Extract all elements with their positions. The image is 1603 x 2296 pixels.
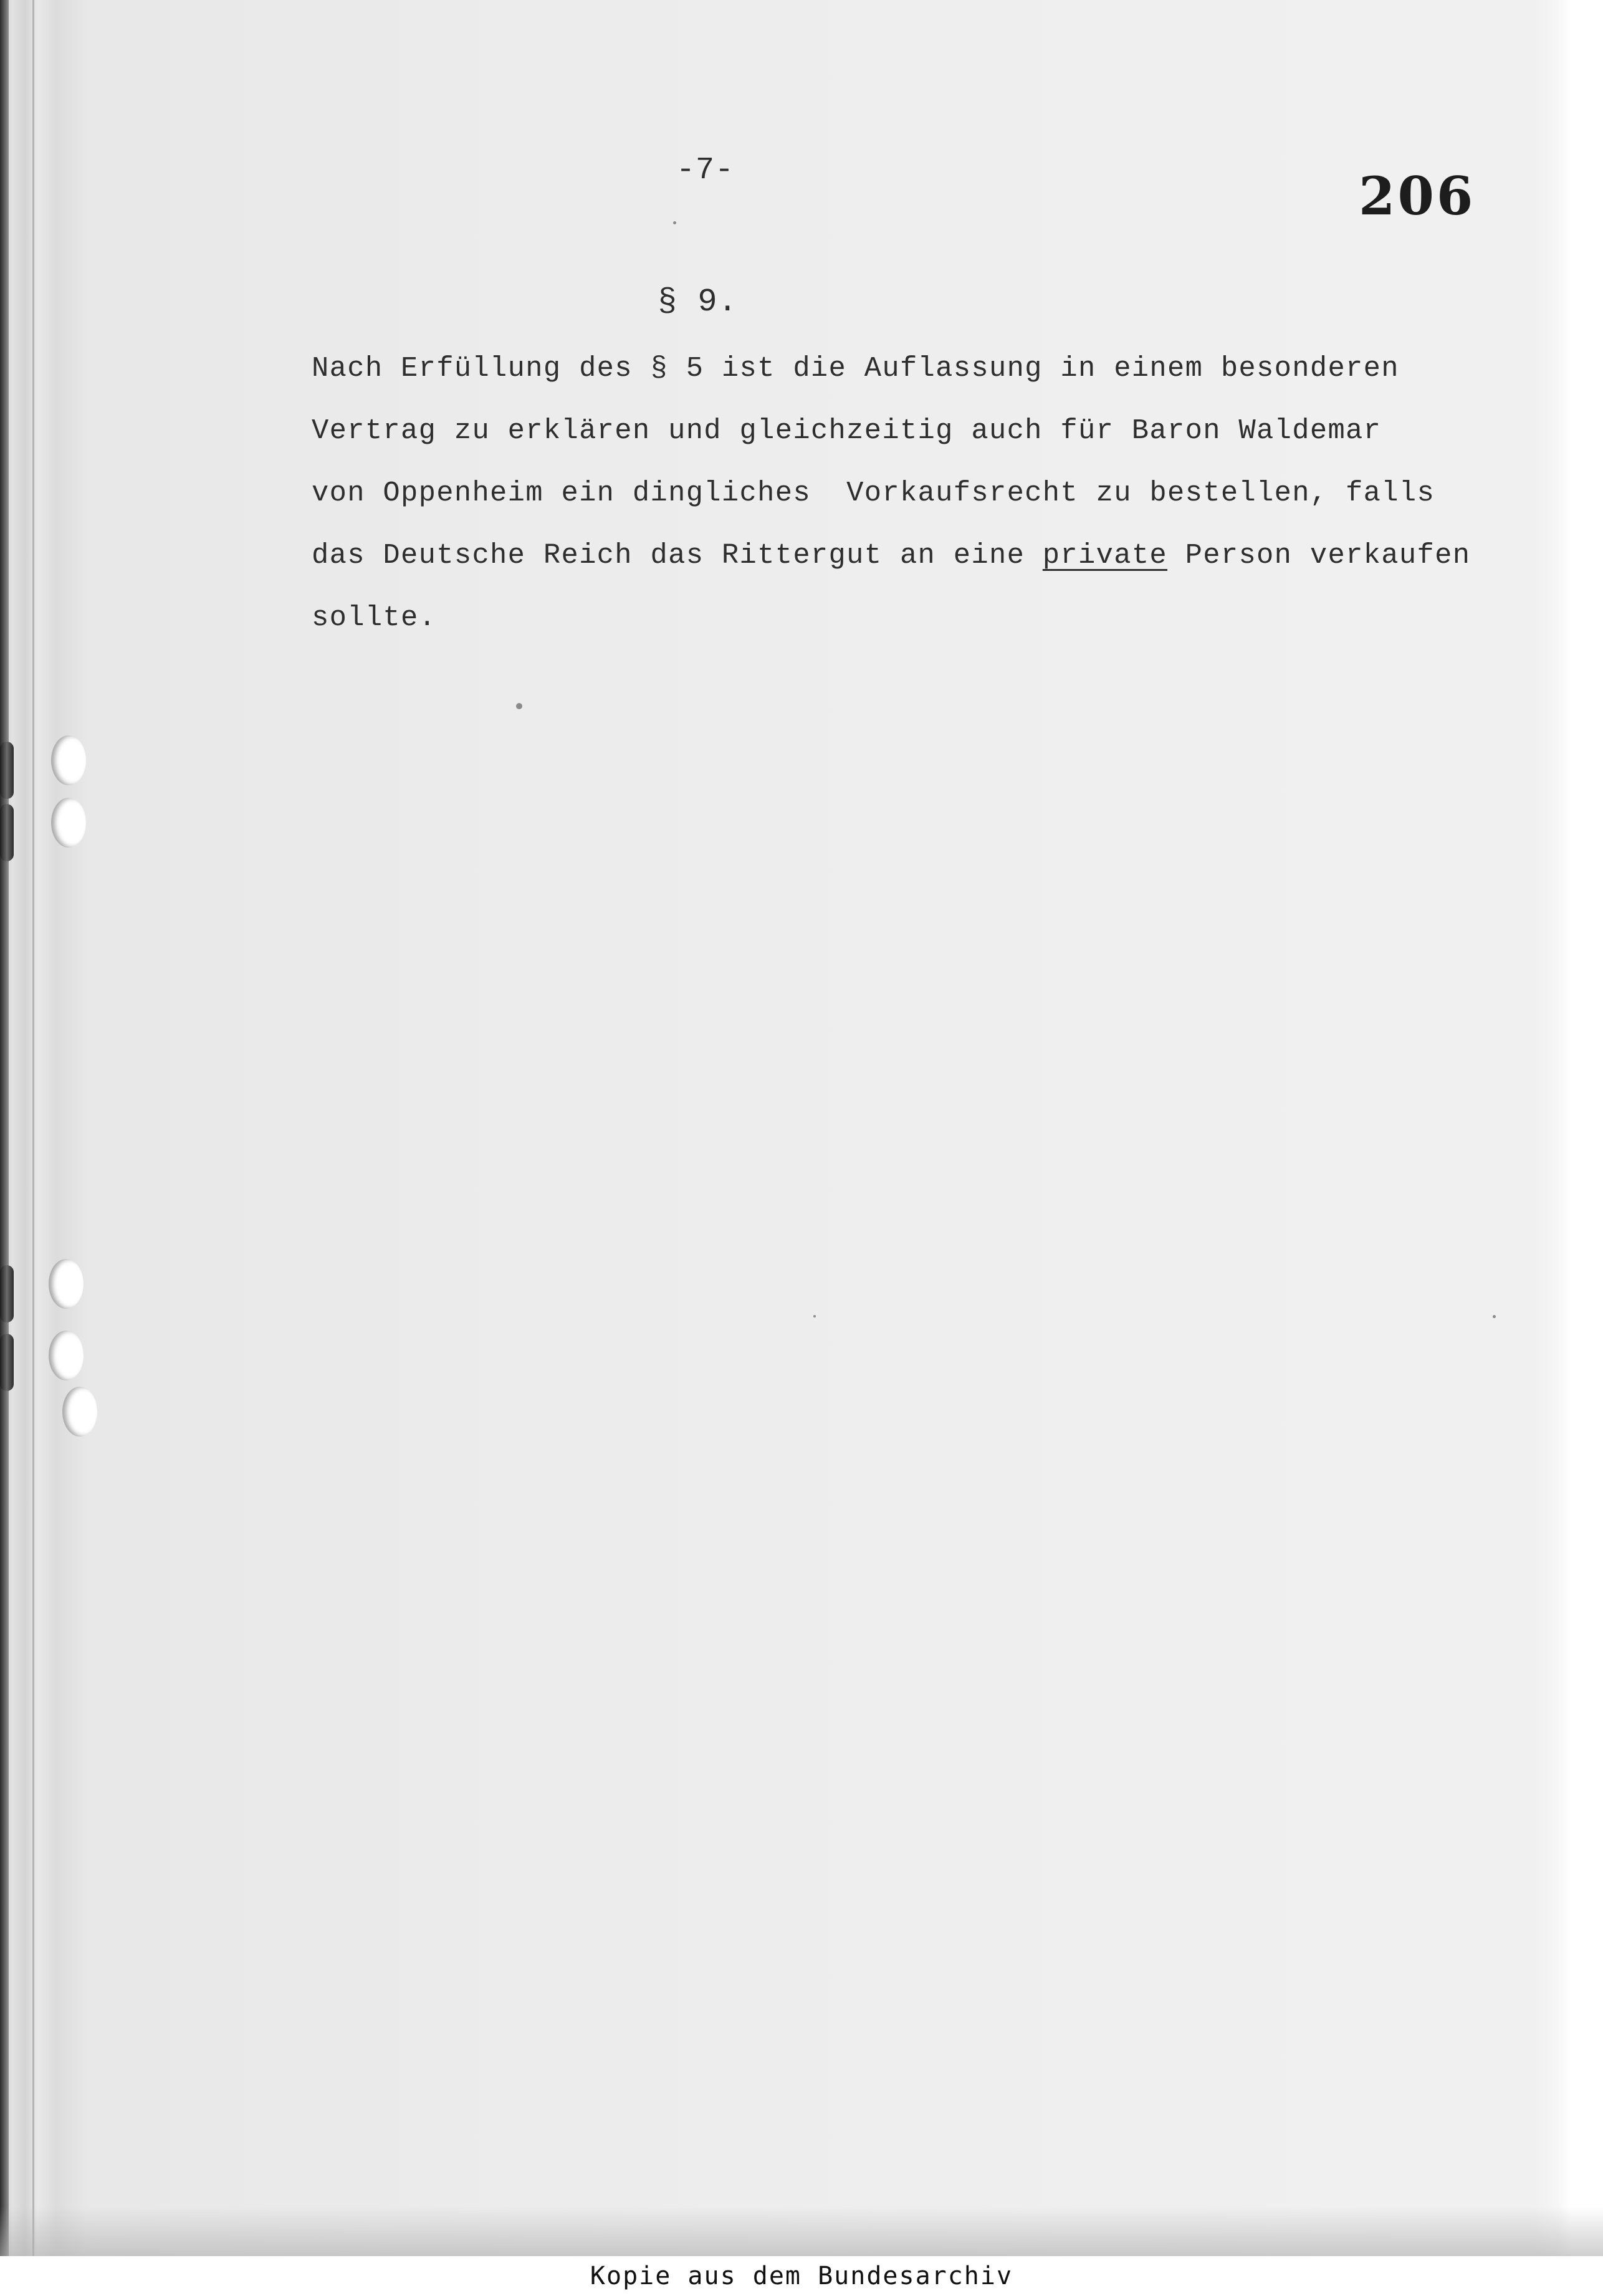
paragraph-line [312,352,1399,385]
punch-hole [49,1331,84,1380]
paragraph-line [312,477,1435,509]
paper-speck [516,703,522,709]
line-text: Person verkaufen [1167,539,1471,572]
line-text: Nach Erfüllung des § 5 ist die Auflassung in einem besonderen [312,352,1399,385]
underlined-word: private [1042,539,1168,572]
line-text: von Oppenheim ein dingliches Vorkaufsrecht zu bestellen, falls [312,477,1435,509]
punch-hole [49,1259,84,1309]
paper-speck [813,1315,816,1318]
page-edge-line [32,0,34,2256]
page-number: -7- [676,153,735,188]
paragraph-line [312,539,1470,572]
paragraph-line [312,414,1381,447]
punch-hole [51,735,86,785]
binder-ring [0,1334,14,1391]
paragraph-line [312,601,436,634]
line-text: sollte. [312,601,437,634]
punch-hole [51,798,86,848]
archive-notice: Kopie aus dem Bundesarchiv [0,2256,1603,2296]
line-text: Vertrag zu erklären und gleichzeitig auch für Baron Waldemar [312,414,1382,447]
page-bottom-edge [0,2206,1603,2256]
punch-hole [62,1387,97,1437]
binder-ring [0,804,14,861]
section-heading: § 9. [658,284,738,320]
binding-shadow [0,0,9,2256]
binder-ring [0,742,14,799]
folio-number: 206 [1359,165,1476,227]
binder-ring [0,1265,14,1323]
paper-speck [673,221,676,224]
line-text: das Deutsche Reich das Rittergut an eine [312,539,1043,572]
paper-speck [1493,1315,1496,1318]
